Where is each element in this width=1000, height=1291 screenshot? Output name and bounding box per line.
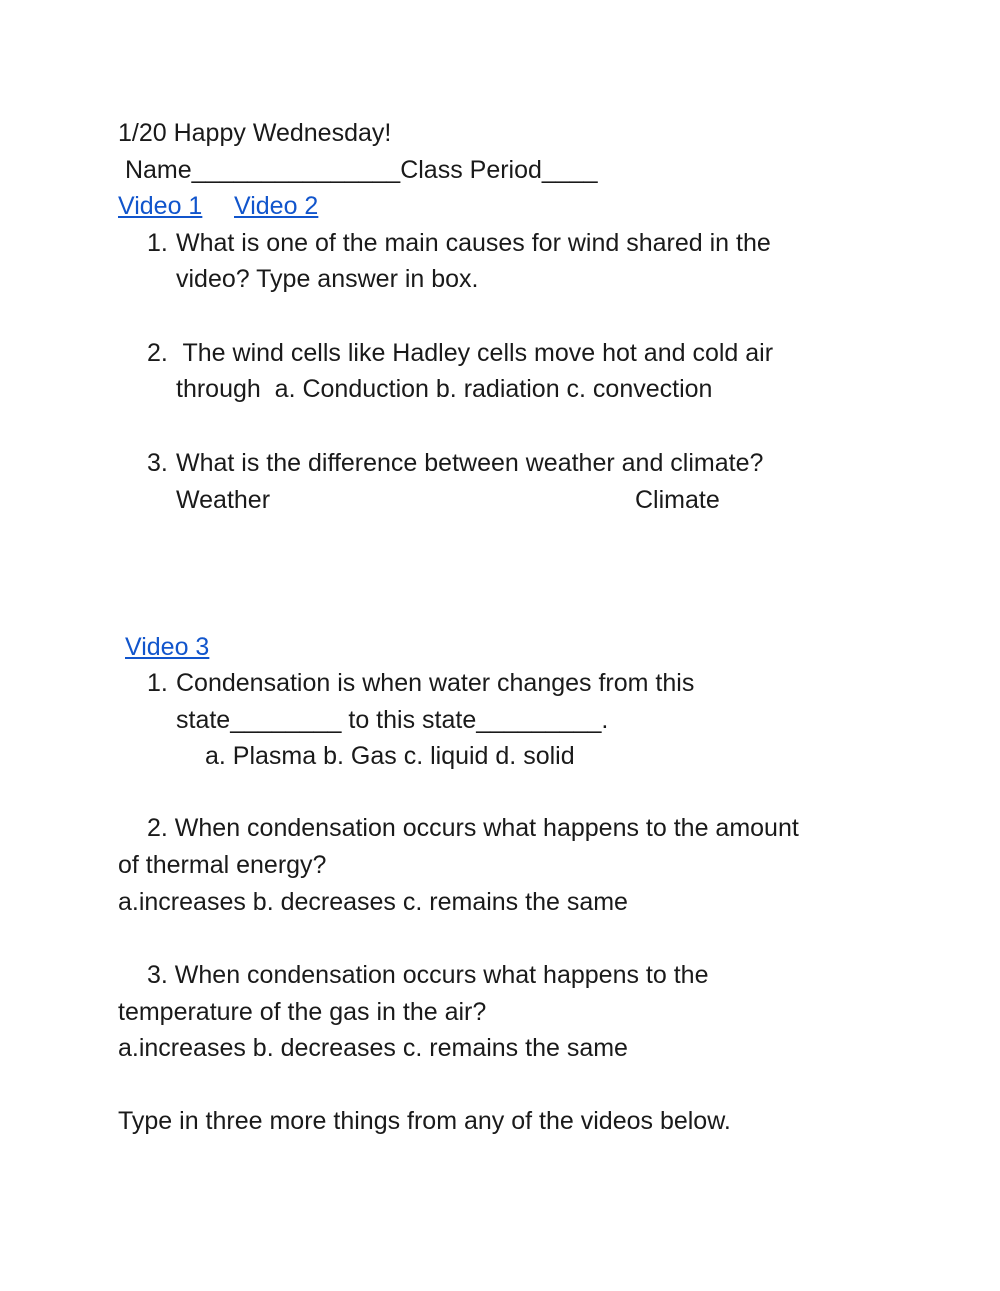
s1-q1-text-line2: video? Type answer in box.	[176, 265, 479, 293]
s2-q2-text-line2: of thermal energy?	[118, 851, 327, 879]
s2-q1-text-line1: Condensation is when water changes from this	[176, 669, 695, 697]
s2-q1-options: a. Plasma b. Gas c. liquid d. solid	[205, 742, 575, 770]
s1-q1-number: 1.	[147, 229, 168, 257]
page-title: 1/20 Happy Wednesday!	[118, 119, 392, 147]
s2-q1-number: 1.	[147, 669, 168, 697]
s2-q2-options: a.increases b. decreases c. remains the same	[118, 888, 628, 916]
weather-label: Weather	[176, 486, 271, 514]
name-class-period-line: Name_______________Class Period____	[118, 156, 598, 184]
s2-q3-options: a.increases b. decreases c. remains the same	[118, 1034, 628, 1062]
s1-q2-number: 2.	[147, 339, 168, 367]
s2-q3-text-line2: temperature of the gas in the air?	[118, 998, 487, 1026]
s1-q3-number: 3.	[147, 449, 168, 477]
s1-q2-text-line2: through a. Conduction b. radiation c. convection	[176, 375, 713, 403]
s1-q1-text-line1: What is one of the main causes for wind shared in the	[176, 229, 771, 257]
video-3-link[interactable]: Video 3	[125, 633, 210, 661]
s2-q3-text-line1: 3. When condensation occurs what happens to the	[147, 961, 709, 989]
climate-label: Climate	[635, 486, 720, 514]
s2-q2-text-line1: 2. When condensation occurs what happens to the amount	[147, 814, 799, 842]
s2-q1-text-line2: state________ to this state_________.	[176, 706, 609, 734]
closing-instruction: Type in three more things from any of the videos below.	[118, 1107, 731, 1135]
video-1-link[interactable]: Video 1	[118, 192, 203, 220]
s1-q2-text-line1: The wind cells like Hadley cells move hot and cold air	[176, 339, 774, 367]
s1-q3-text-line1: What is the difference between weather and climate?	[176, 449, 764, 477]
video-2-link[interactable]: Video 2	[234, 192, 319, 220]
